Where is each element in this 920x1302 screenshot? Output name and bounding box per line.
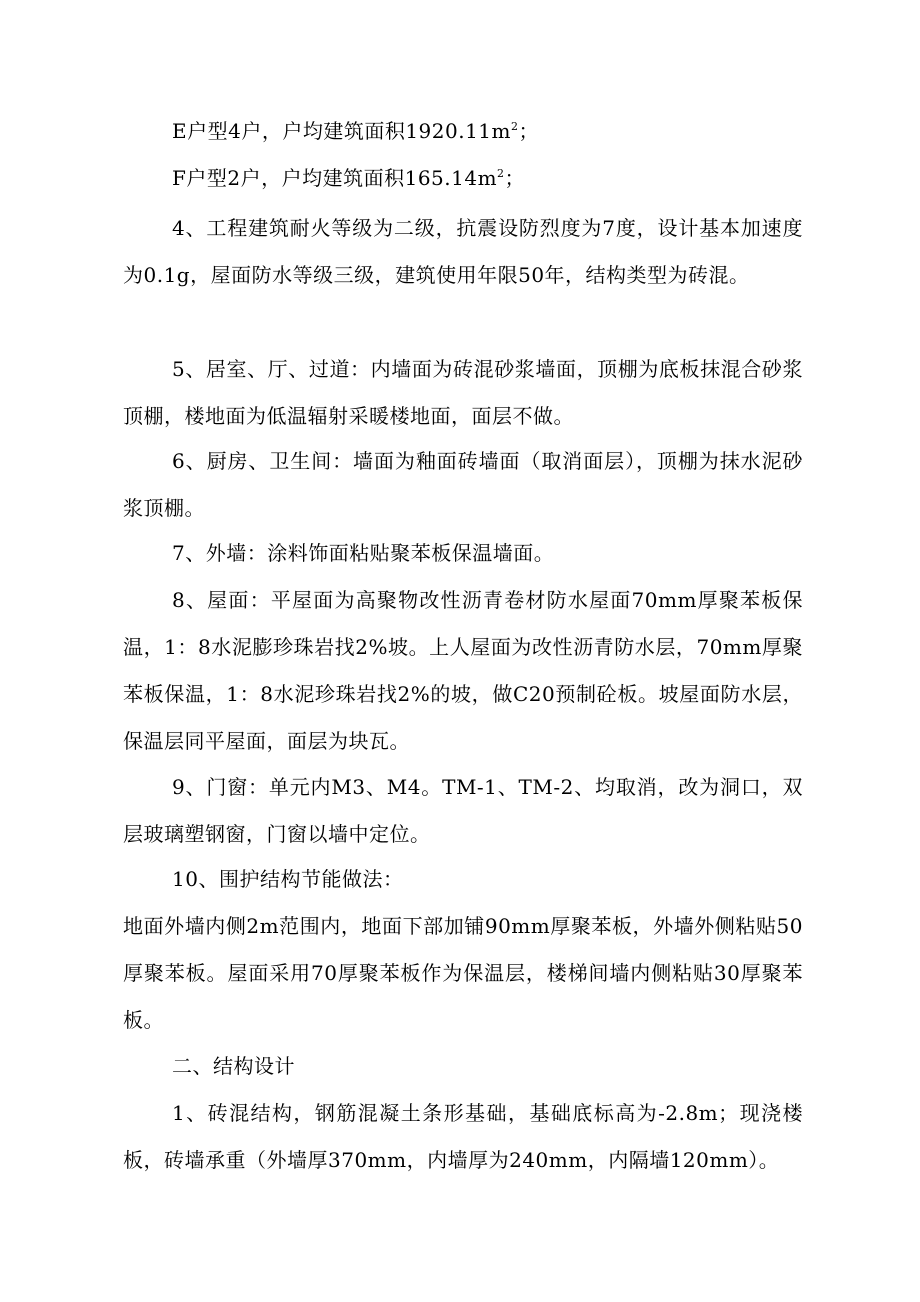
paragraph-item-6: 6、厨房、卫生间：墙面为釉面砖墙面（取消面层），顶棚为抹水泥砂浆顶棚。 xyxy=(123,449,803,520)
paragraph-structure-1: 1、砖混结构，钢筋混凝土条形基础，基础底标高为-2.8m；现浇楼板，砖墙承重（外墙厚370mm，内墙厚为240mm，内隔墙120mm）。 xyxy=(123,1101,803,1172)
paragraph-item-10: 10、围护结构节能做法： xyxy=(172,867,404,891)
paragraph-f-unit xyxy=(123,155,803,202)
paragraph-item-9: 9、门窗：单元内M3、M4。TM-1、TM-2、均取消，改为洞口，双层玻璃塑钢窗，门窗以墙中定位。 xyxy=(123,775,803,846)
paragraph-energy-saving: 地面外墙内侧2m范围内，地面下部加铺90mm厚聚苯板，外墙外侧粘贴50厚聚苯板。屋面采用70厚聚苯板作为保温层，楼梯间墙内侧粘贴30厚聚苯板。 xyxy=(123,914,803,1032)
superscript-2: 2 xyxy=(511,120,519,133)
paragraph-e-unit xyxy=(123,108,803,155)
paragraph-e-unit-end: ； xyxy=(518,119,539,143)
paragraph-f-unit-end: ； xyxy=(504,166,526,190)
paragraph-item-7: 7、外墙：涂料饰面粘贴聚苯板保温墙面。 xyxy=(172,541,555,565)
paragraph-item-4: 4、工程建筑耐火等级为二级，抗震设防烈度为7度，设计基本加速度为0.1g，屋面防水等级三级，建筑使用年限50年，结构类型为砖混。 xyxy=(123,216,803,287)
paragraph-item-5: 5、居室、厅、过道：内墙面为砖混砂浆墙面，顶棚为底板抹混合砂浆顶棚，楼地面为低温辐射采暖楼地面，面层不做。 xyxy=(123,357,803,428)
paragraph-e-unit-text: E户型4户，户均建筑面积1920.11m xyxy=(172,119,511,143)
section-heading-structure: 二、结构设计 xyxy=(172,1054,295,1078)
superscript-2: 2 xyxy=(497,167,505,180)
paragraph-item-8: 8、屋面：平屋面为高聚物改性沥青卷材防水屋面70mm厚聚苯板保温，1：8水泥膨珍珠岩找2%坡。上人屋面为改性沥青防水层，70mm厚聚苯板保温，1：8水泥珍珠岩找2%的坡，做C20预制砼板。坡屋面防水层，保温层同平屋面，面层为块瓦。 xyxy=(123,588,803,753)
paragraph-f-unit-text: F户型2户，户均建筑面积165.14m xyxy=(172,166,498,190)
